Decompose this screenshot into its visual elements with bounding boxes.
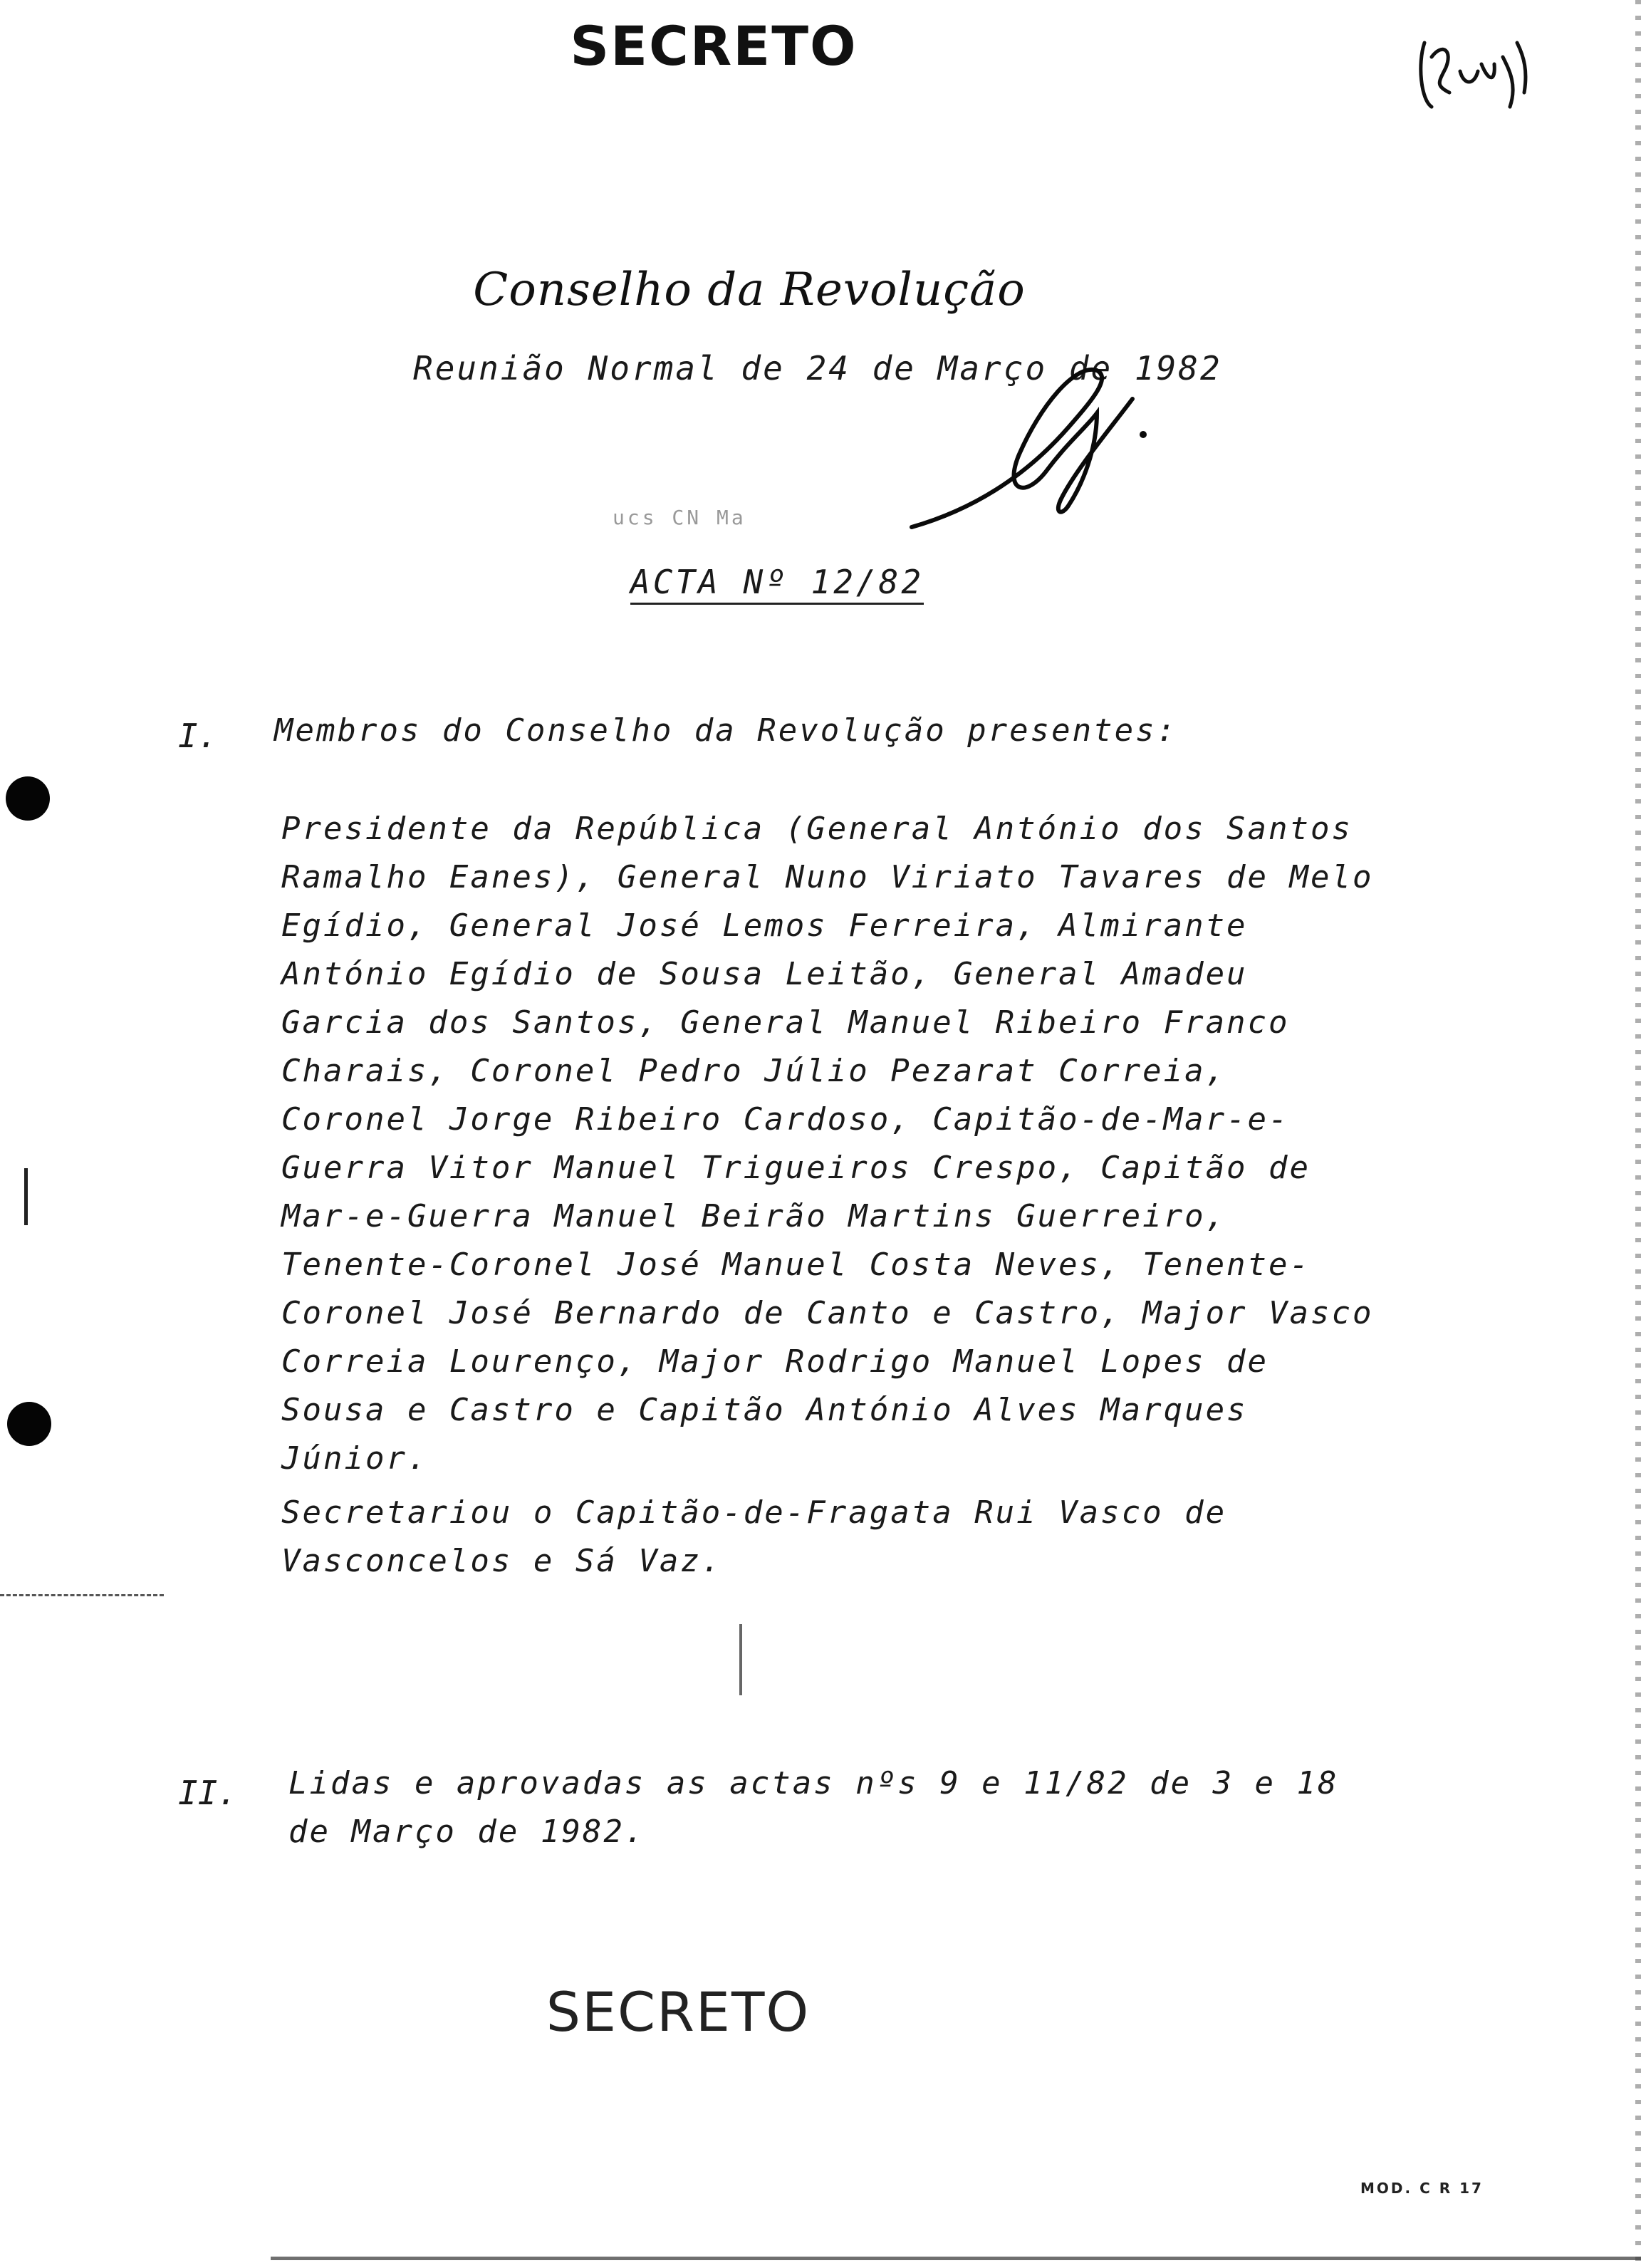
section-number: I. [178, 717, 218, 755]
left-margin-mark [24, 1168, 28, 1225]
secret-stamp-top: SECRETO [570, 14, 858, 78]
faded-stamp-text: ucs CN Ma [613, 506, 746, 529]
punch-hole [6, 776, 50, 821]
form-code-label: MOD. C R 17 [1360, 2180, 1484, 2197]
handwritten-initials-mark [1410, 14, 1538, 128]
secretary-paragraph: Secretariou o Capitão-de-Fragata Rui Vasco de Vasconcelos e Sá Vaz. [281, 1494, 1227, 1579]
punch-hole [7, 1402, 51, 1446]
members-paragraph: Presidente da República (General António dos Santos Ramalho Eanes), General Nuno Viriato Tavares de Melo Egídio, General José Lemos Ferreira, Almirante António Egídio de Sousa Leitão, General Amadeu Garcia dos Santos, General Manuel Ribeiro Franco Charais, Coronel Pedro Júlio Pezarat Correia, Coronel Jorge Ribeiro Cardoso, Capitão-de-Mar-e-Guerra Vitor Manuel Trigueiros Crespo, Capitão de Mar-e-Guerra Manuel Beirão Martins Guerreiro, Tenente-Coronel José Manuel Costa Neves, Tenente-Coronel José Bernardo de Canto e Castro, Major Vasco Correia Lourenço, Major Rodrigo Manuel Lopes de Sousa e Castro e Capitão António Alves Marques Júnior. [281, 811, 1374, 1477]
handwritten-signature-mark [897, 349, 1168, 548]
fold-dash-line [0, 1594, 164, 1596]
section-number: II. [178, 1774, 238, 1812]
council-title: Conselho da Revolução [473, 264, 1026, 316]
acta-number: ACTA Nº 12/82 [630, 563, 924, 605]
section-heading: Membros do Conselho da Revolução presentes: [274, 712, 1178, 749]
scan-edge-bottom [271, 2257, 1641, 2260]
approval-paragraph: Lidas e aprovadas as actas nºs 9 e 11/82 de 3 e 18 de Março de 1982. [288, 1765, 1339, 1850]
scan-artifact-mark [739, 1624, 742, 1695]
meeting-date-line: Reunião Normal de 24 de Março de 1982 [413, 349, 1222, 387]
secret-stamp-bottom: SECRETO [546, 1980, 811, 2044]
scan-edge-right [1635, 0, 1641, 2268]
